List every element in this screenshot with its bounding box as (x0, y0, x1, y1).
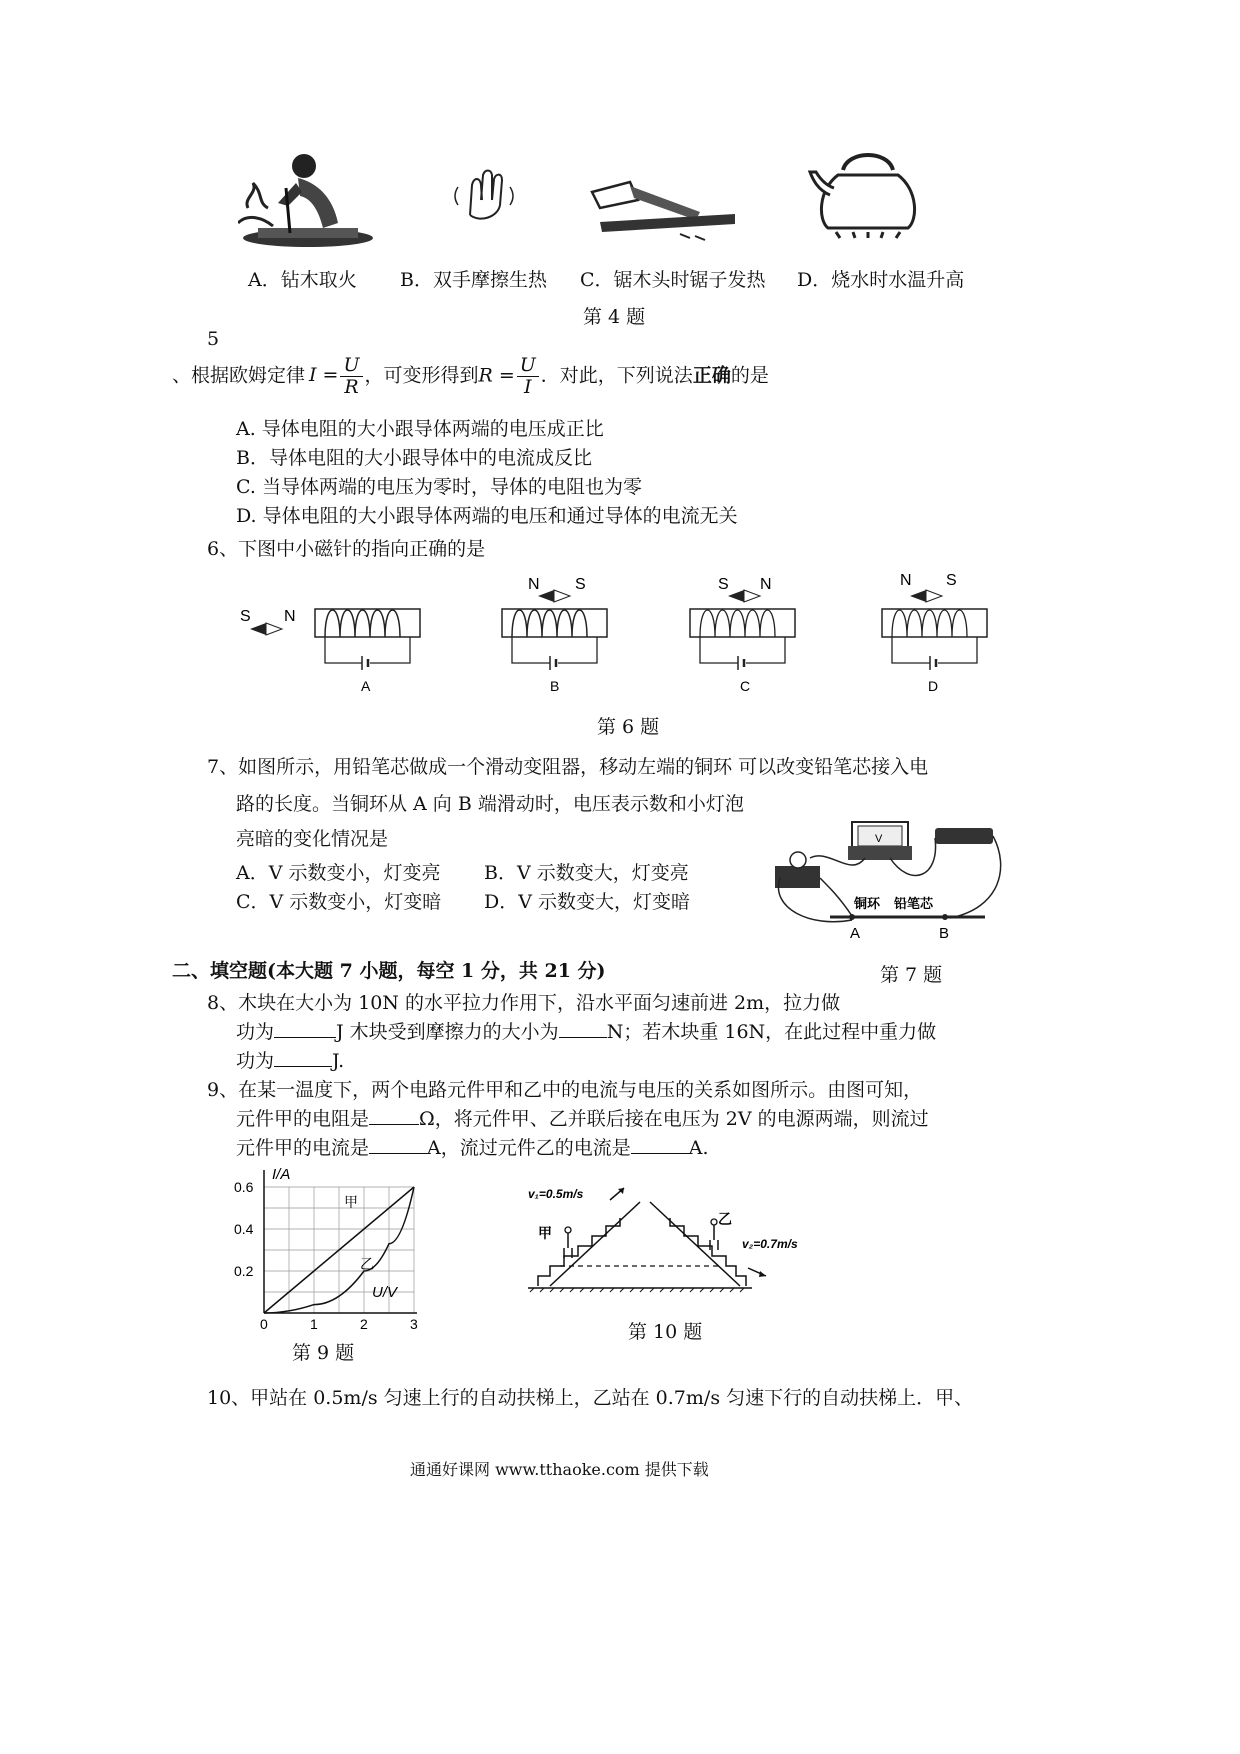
q7-voltmeter-label: V (875, 833, 883, 845)
q6-d-pole-right: S (946, 572, 957, 589)
q9-line-3b: A，流过元件乙的电流是 (427, 1137, 631, 1159)
q10-caption: 第 10 题 (628, 1321, 703, 1343)
q7-option-c: C．V 示数变小，灯变暗 (236, 891, 442, 913)
q5-suffix-bold: 正确 (692, 364, 731, 387)
q9-xtick-label: 0 (260, 1316, 268, 1332)
q6-solenoid-d (882, 572, 987, 694)
q6-a-pole-right: N (284, 608, 296, 625)
q5-stem (172, 355, 769, 398)
q8-line-2 (236, 1017, 936, 1044)
q9-blank-3[interactable] (631, 1135, 689, 1154)
q9-line-3c: A. (688, 1137, 709, 1159)
q7-point-a-label: A (850, 925, 861, 942)
q4-caption: 第 4 题 (583, 306, 646, 328)
q5-suffix-a: ．对此，下列说法 (540, 364, 693, 387)
q4-option-c: C．锯木头时锯子发热 (580, 269, 766, 291)
q5-fraction-2-den: I (524, 375, 532, 398)
q5-prefix: 、根据欧姆定律 (172, 364, 306, 387)
q4-option-a: A．钻木取火 (248, 269, 357, 291)
q4-picture-b (450, 165, 520, 225)
q9-blank-1[interactable] (369, 1106, 419, 1125)
q4-option-d: D．烧水时水温升高 (797, 269, 965, 291)
q5-option-c: C. 当导体两端的电压为零时，导体的电阻也为零 (236, 476, 642, 498)
q9-xtick-label: 3 (410, 1316, 418, 1332)
q6-label-d: D (928, 678, 939, 694)
q9-ytick-label: 0.6 (234, 1179, 254, 1195)
q5-middle: ，可变形得到 (364, 364, 479, 387)
page-footer: 通通好课网 www.tthaoke.com 提供下载 (410, 1460, 709, 1479)
q8-line-1: 8、木块在大小为 10N 的水平拉力作用下，沿水平面匀速前进 2m，拉力做 (207, 992, 841, 1014)
q7-caption: 第 7 题 (880, 964, 943, 986)
q7-pencil-lead-label: 铅笔芯 (894, 896, 934, 911)
q6-solenoid-a (240, 608, 420, 694)
q7-option-d: D．V 示数变大，灯变暗 (484, 891, 690, 913)
q9-graph (232, 1165, 432, 1335)
q6-solenoid-c (690, 576, 795, 694)
q8-line-3a: 功为 (236, 1050, 275, 1072)
q8-line-3b: J. (332, 1050, 345, 1072)
q5-option-d: D. 导体电阻的大小跟导体两端的电压和通过导体的电流无关 (236, 505, 738, 527)
q6-d-pole-left: N (900, 572, 912, 589)
q9-caption: 第 9 题 (292, 1342, 355, 1364)
q6-caption: 第 6 题 (597, 716, 660, 738)
q7-point-b-label: B (939, 925, 950, 942)
q7-line-1: 7、如图所示，用铅笔芯做成一个滑动变阻器，移动左端的铜环 可以改变铅笔芯接入电 (207, 756, 929, 778)
q8-line-2a: 功为 (236, 1021, 275, 1043)
q8-line-2b: J 木块受到摩擦力的大小为 (336, 1021, 559, 1043)
q10-escalator-figure (520, 1178, 820, 1298)
q5-number: 5 (207, 328, 220, 350)
q5-law1-left: I = (309, 364, 339, 387)
q6-a-pole-left: S (240, 608, 251, 625)
q4-picture-a (238, 148, 378, 248)
q9-line-3a: 元件甲的电流是 (236, 1137, 370, 1159)
q7-line-2: 路的长度。当铜环从 A 向 B 端滑动时，电压表示数和小灯泡 (236, 793, 744, 815)
q8-blank-3[interactable] (274, 1048, 332, 1067)
q8-blank-2[interactable] (559, 1019, 607, 1038)
q10-line-1: 10、甲站在 0.5m/s 匀速上行的自动扶梯上，乙站在 0.7m/s 匀速下行的自动扶梯上．甲、 (207, 1387, 974, 1409)
q6-stem: 6、下图中小磁针的指向正确的是 (207, 538, 486, 560)
q7-option-b: B．V 示数变大，灯变亮 (484, 862, 689, 884)
q4-option-b: B．双手摩擦生热 (400, 269, 547, 291)
q6-b-pole-left: N (528, 576, 540, 593)
q9-ticks (234, 1179, 418, 1332)
q4-picture-c (590, 172, 740, 242)
q7-option-a: A．V 示数变小，灯变亮 (236, 862, 441, 884)
q9-line-2a: 元件甲的电阻是 (236, 1108, 370, 1130)
q8-line-2c: N；若木块重 16N，在此过程中重力做 (606, 1021, 937, 1043)
q10-v2-label: v₂=0.7m/s (742, 1237, 798, 1251)
q9-blank-2[interactable] (369, 1135, 427, 1154)
q6-figure (230, 565, 990, 705)
q7-line-3: 亮暗的变化情况是 (236, 828, 389, 850)
q9-xtick-label: 1 (310, 1316, 318, 1332)
q8-blank-1[interactable] (274, 1019, 336, 1038)
q5-fraction-1-num: U (340, 355, 362, 377)
q7-circuit-figure (770, 818, 1005, 948)
q9-label-jia: 甲 (344, 1194, 358, 1210)
q9-xlabel: U/V (372, 1284, 398, 1301)
q4-picture-d (808, 150, 928, 240)
q9-ytick-label: 0.2 (234, 1263, 254, 1279)
q5-suffix-b: 的是 (730, 364, 769, 387)
q6-c-pole-right: N (760, 576, 772, 593)
q7-copper-ring-label: 铜环 (854, 896, 881, 911)
q10-person-jia-label: 甲 (538, 1225, 552, 1241)
q5-law2-left: R = (478, 364, 515, 387)
q9-label-yi: 乙 (360, 1256, 374, 1272)
q6-c-pole-left: S (718, 576, 729, 593)
q9-line-1: 9、在某一温度下，两个电路元件甲和乙中的电流与电压的关系如图所示。由图可知， (207, 1079, 923, 1101)
q6-b-pole-right: S (575, 576, 586, 593)
q9-line-2 (236, 1104, 929, 1131)
q6-label-a: A (361, 678, 371, 694)
q9-ytick-label: 0.4 (234, 1221, 254, 1237)
q5-option-a: A. 导体电阻的大小跟导体两端的电压成正比 (236, 418, 604, 440)
q6-label-c: C (740, 678, 751, 694)
q9-ylabel: I/A (272, 1166, 291, 1183)
q10-v1-label: v₁=0.5m/s (528, 1187, 584, 1201)
q5-option-b: B．导体电阻的大小跟导体中的电流成反比 (236, 447, 592, 469)
q10-person-yi-label: 乙 (718, 1211, 732, 1227)
q6-solenoid-b (502, 576, 607, 694)
q9-line-3 (236, 1133, 709, 1160)
q5-fraction-1-den: R (344, 375, 359, 398)
q8-line-3 (236, 1046, 344, 1073)
q5-fraction-2 (517, 355, 539, 398)
q9-line-2b: Ω，将元件甲、乙并联后接在电压为 2V 的电源两端，则流过 (419, 1108, 929, 1130)
q5-fraction-2-num: U (517, 355, 539, 377)
q9-xtick-label: 2 (360, 1316, 368, 1332)
section-2-heading: 二、填空题(本大题 7 小题，每空 1 分，共 21 分) (172, 960, 606, 982)
q5-fraction-1 (340, 355, 362, 398)
q6-label-b: B (550, 678, 560, 694)
